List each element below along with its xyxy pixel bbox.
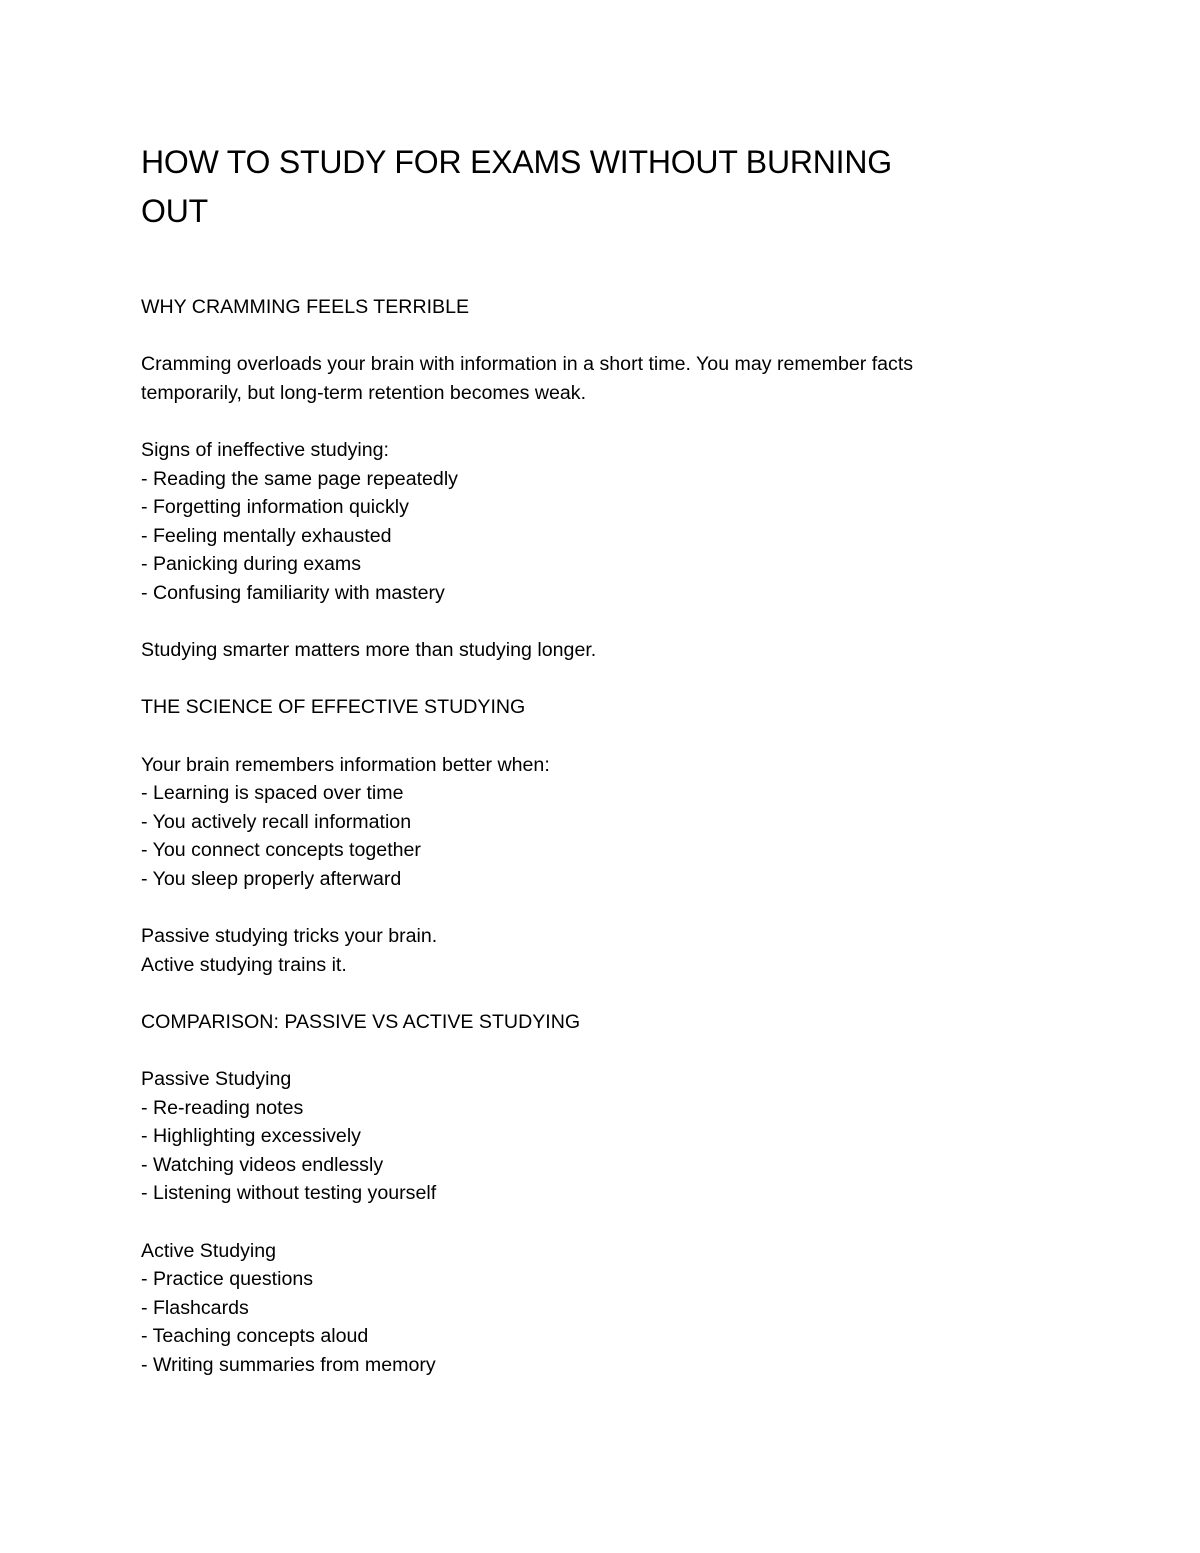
group-label: Active Studying bbox=[141, 1239, 277, 1262]
section-heading: WHY CRAMMING FEELS TERRIBLE bbox=[141, 296, 470, 318]
document-title bbox=[141, 138, 1041, 236]
list-item: - Learning is spaced over time bbox=[141, 782, 404, 805]
list-item: - Flashcards bbox=[141, 1296, 249, 1319]
list-item: - Practice questions bbox=[141, 1268, 314, 1291]
section-heading: THE SCIENCE OF EFFECTIVE STUDYING bbox=[141, 696, 526, 719]
list-item: - You sleep properly afterward bbox=[141, 867, 402, 890]
list-item: - You connect concepts together bbox=[141, 839, 421, 862]
list-item: - Forgetting information quickly bbox=[141, 496, 409, 519]
list-intro: Your brain remembers information better when: bbox=[141, 753, 550, 776]
list-intro: Signs of ineffective studying: bbox=[141, 438, 389, 461]
section-heading: COMPARISON: PASSIVE VS ACTIVE STUDYING bbox=[141, 1010, 581, 1033]
paragraph-line: temporarily, but long-term retention becomes weak. bbox=[141, 381, 587, 404]
document-page bbox=[141, 138, 1041, 1380]
title-line-2: OUT bbox=[141, 193, 208, 229]
paragraph-line: Cramming overloads your brain with information in a short time. You may remember facts bbox=[141, 353, 914, 376]
list-item: - Confusing familiarity with mastery bbox=[141, 581, 445, 604]
section-science bbox=[141, 693, 1041, 1008]
list-item: - Listening without testing yourself bbox=[141, 1182, 437, 1205]
list-item: - Watching videos endlessly bbox=[141, 1153, 384, 1176]
list-item: - Writing summaries from memory bbox=[141, 1353, 436, 1376]
closing-text: Active studying trains it. bbox=[141, 953, 347, 976]
list-item: - Teaching concepts aloud bbox=[141, 1325, 369, 1348]
section-comparison bbox=[141, 1008, 1041, 1380]
list-item: - Highlighting excessively bbox=[141, 1125, 361, 1148]
list-item: - You actively recall information bbox=[141, 810, 412, 833]
list-item: - Feeling mentally exhausted bbox=[141, 524, 392, 547]
list-item: - Panicking during exams bbox=[141, 553, 361, 576]
closing-text: Studying smarter matters more than studying longer. bbox=[141, 639, 597, 662]
closing-text: Passive studying tricks your brain. bbox=[141, 925, 438, 948]
title-line-1: HOW TO STUDY FOR EXAMS WITHOUT BURNING bbox=[141, 144, 892, 180]
group-label: Passive Studying bbox=[141, 1068, 292, 1091]
section-why-cramming bbox=[141, 293, 1041, 693]
list-item: - Reading the same page repeatedly bbox=[141, 467, 458, 490]
list-item: - Re-reading notes bbox=[141, 1096, 304, 1119]
